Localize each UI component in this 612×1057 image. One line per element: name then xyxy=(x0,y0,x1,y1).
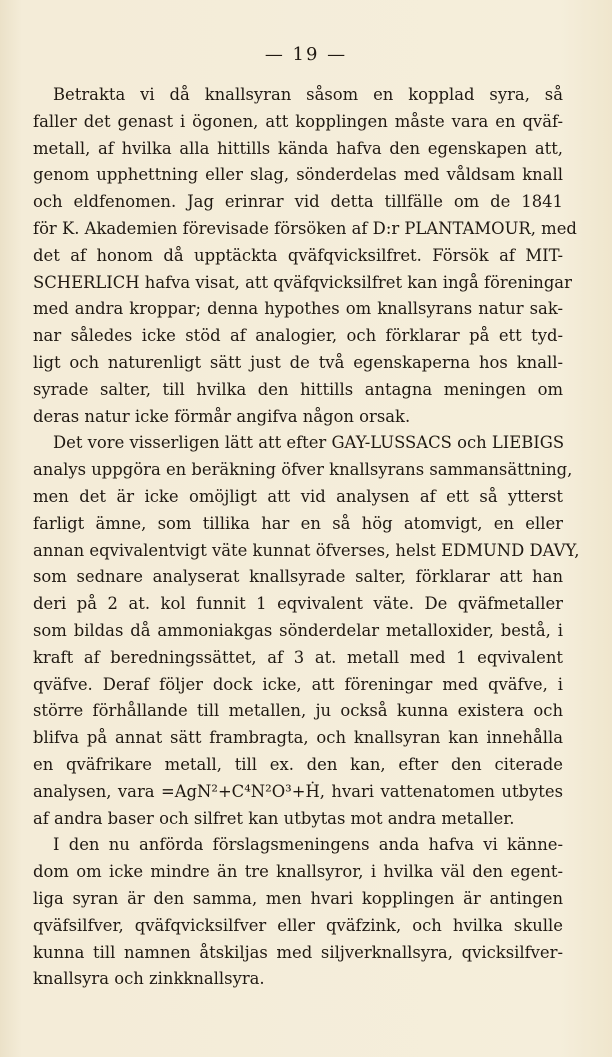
text-line: en qväfrikare metall, till ex. den kan, efter den citerade xyxy=(33,754,563,774)
text-line: för K. Akademien förevisade försöken af D:r PLANTAMOUR, med xyxy=(33,218,577,238)
page-number: — 19 — xyxy=(264,44,348,65)
text-line: analys uppgöra en beräkning öfver knallsyrans sammansättning, xyxy=(33,460,573,480)
text-line: annan eqvivalentvigt väte kunnat öfverses, helst EDMUND DAVY, xyxy=(33,540,580,560)
text-line: liga syran är den samma, men hvari kopplingen är antingen xyxy=(33,888,563,908)
text-line: faller det genast i ögonen, att kopplingen måste vara en qväf- xyxy=(33,111,563,131)
text-line: metall, af hvilka alla hittills kända hafva den egenskapen att, xyxy=(33,138,563,158)
text-line: af andra baser och silfret kan utbytas mot andra metaller. xyxy=(33,808,515,828)
text-line: SCHERLICH hafva visat, att qväfqvicksilfret kan ingå föreningar xyxy=(33,272,572,292)
text-line: som sednare analyserat knallsyrade salter, förklarar att han xyxy=(33,567,563,587)
text-line: större förhållande till metallen, ju också kunna existera och xyxy=(33,701,563,721)
text-line: nar således icke stöd af analogier, och förklarar på ett tyd- xyxy=(33,326,563,346)
text-line: som bildas då ammoniakgas sönderdelar metalloxider, bestå, i xyxy=(33,620,563,640)
text-line: kunna till namnen åtskiljas med siljverknallsyra, qvicksilfver- xyxy=(33,942,563,962)
text-line: I den nu anförda förslagsmeningens anda hafva vi känne- xyxy=(53,835,563,855)
text-line: och eldfenomen. Jag erinrar vid detta tillfälle om de 1841 xyxy=(33,192,563,212)
text-line: med andra kroppar; denna hypothes om knallsyrans natur sak- xyxy=(33,299,563,319)
text-line: det af honom då upptäckta qväfqvicksilfret. Försök af MIT- xyxy=(33,245,563,265)
text-line: farligt ämne, som tillika har en så hög atomvigt, en eller xyxy=(33,513,563,533)
text-line: men det är icke omöjligt att vid analysen af ett så ytterst xyxy=(33,486,563,506)
text-line: qväfve. Deraf följer dock icke, att föreningar med qväfve, i xyxy=(33,674,563,694)
text-line: deras natur icke förmår angifva någon orsak. xyxy=(33,406,411,426)
paragraph-1 xyxy=(33,82,577,430)
text-line: qväfsilfver, qväfqvicksilfver eller qväfzink, och hvilka skulle xyxy=(33,915,563,935)
text-line: Betrakta vi då knallsyran såsom en kopplad syra, så xyxy=(53,85,563,104)
text-line: knallsyra och zinkknallsyra. xyxy=(33,969,265,989)
text-line: blifva på annat sätt frambragta, och knallsyran kan innehålla xyxy=(33,728,563,748)
paragraph-3 xyxy=(33,832,563,993)
text-line: Det vore visserligen lätt att efter GAY-LUSSACS och LIEBIGS xyxy=(53,433,565,453)
paragraph-2 xyxy=(33,430,580,832)
text-line: syrade salter, till hvilka den hittills antagna meningen om xyxy=(33,379,563,399)
body-text xyxy=(33,82,580,993)
text-line: genom upphettning eller slag, sönderdelas med våldsam knall xyxy=(33,165,563,185)
text-line: deri på 2 at. kol funnit 1 eqvivalent väte. De qväfmetaller xyxy=(33,594,563,614)
text-line: analysen, vara =AgN²+C⁴N²O³+Ḣ, hvari vattenatomen utbytes xyxy=(33,781,563,801)
text-line: kraft af beredningssättet, af 3 at. metall med 1 eqvivalent xyxy=(33,647,563,667)
text-line: dom om icke mindre än tre knallsyror, i hvilka väl den egent- xyxy=(33,862,563,882)
text-line: ligt och naturenligt sätt just de två egenskaperna hos knall- xyxy=(33,352,563,372)
